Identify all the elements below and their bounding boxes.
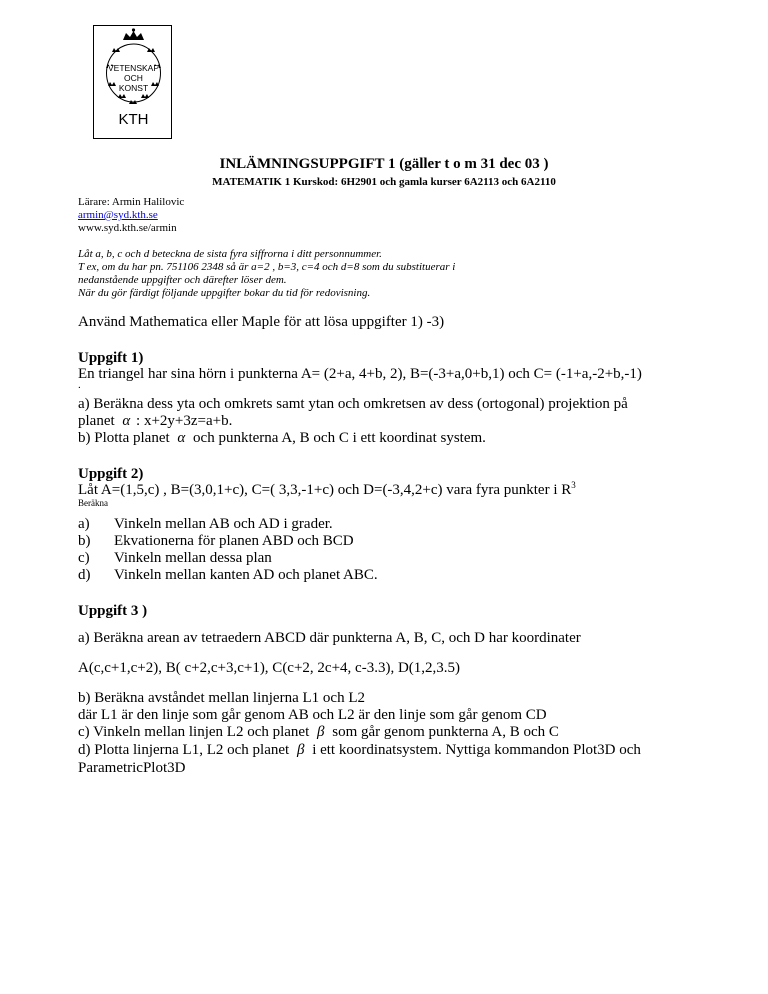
intro-line: T ex, om du har pn. 751106 2348 så är a=2 , b=3, c=4 och d=8 som du substituerar i xyxy=(78,261,456,273)
u3-line3: där L1 är den linje som går genom AB och L2 är den linje som går genom CD xyxy=(78,707,547,723)
u1-line4a: b) Plotta planet xyxy=(78,430,170,446)
teacher-name: Lärare: Armin Halilovic xyxy=(78,196,185,208)
list-text: Ekvationerna för planen ABD och BCD xyxy=(114,533,354,549)
u3-line4a: c) Vinkeln mellan linjen L2 och planet xyxy=(78,724,310,740)
u1-line3a: planet xyxy=(78,413,115,429)
page-title: INLÄMNINGSUPPGIFT 1 (gäller t o m 31 dec 03 ) xyxy=(219,156,549,172)
u3-line4b: som går genom punkterna A, B och C xyxy=(332,724,559,740)
teacher-email-link[interactable]: armin@syd.kth.se xyxy=(78,209,158,221)
list-item xyxy=(78,550,272,567)
u1-line3b: : x+2y+3z=a+b. xyxy=(136,413,233,429)
beta-symbol: β xyxy=(317,724,325,740)
list-text: Vinkeln mellan dessa plan xyxy=(114,550,272,566)
logo-line1: VETENSKAP xyxy=(107,63,160,73)
u2-sup: 3 xyxy=(571,480,576,490)
list-item xyxy=(78,516,333,533)
u2-small: Beräkna xyxy=(78,498,108,508)
u3-line1: a) Beräkna arean av tetraedern ABCD där punkterna A, B, C, och D har koordinater xyxy=(78,630,581,646)
list-label: b) xyxy=(78,533,91,549)
page-subtitle: MATEMATIK 1 Kurskod: 6H2901 och gamla kurser 6A2113 och 6A2110 xyxy=(212,176,556,188)
list-label: d) xyxy=(78,567,91,583)
intro-line: När du gör färdigt följande uppgifter bokar du tid för redovisning. xyxy=(78,287,371,299)
u3-heading: Uppgift 3 ) xyxy=(78,603,148,619)
u1-line1: En triangel har sina hörn i punkterna A= (2+a, 4+b, 2), B=(-3+a,0+b,1) och C= (-1+a,-2+b,-1) xyxy=(78,366,642,382)
list-label: c) xyxy=(78,550,90,566)
u3-coords: A(c,c+1,c+2), B( c+2,c+3,c+1), C(c+2, 2c+4, c-3.3), D(1,2,3.5) xyxy=(78,660,461,676)
list-text: Vinkeln mellan AB och AD i grader. xyxy=(114,516,333,532)
u2-line1: Låt A=(1,5,c) , B=(3,0,1+c), C=( 3,3,-1+c) och D=(-3,4,2+c) vara fyra punkter i R xyxy=(78,482,572,498)
beta-symbol: β xyxy=(296,742,305,758)
u3-line5a: d) Plotta linjerna L1, L2 och planet xyxy=(78,742,290,758)
u3-line6: ParametricPlot3D xyxy=(78,760,186,776)
alpha-symbol: α xyxy=(177,430,186,446)
u3-line5b: i ett koordinatsystem. Nyttiga kommandon Plot3D och xyxy=(312,742,641,758)
u1-heading: Uppgift 1) xyxy=(78,350,144,366)
intro-line: nedanstående uppgifter och därefter löser dem. xyxy=(78,274,287,286)
logo-name: KTH xyxy=(118,111,149,128)
logo-line3: KONST xyxy=(118,83,149,93)
list-label: a) xyxy=(78,516,90,532)
alpha-symbol: α xyxy=(122,413,131,429)
u2-heading: Uppgift 2) xyxy=(78,466,144,482)
u3-line2: b) Beräkna avståndet mellan linjerna L1 och L2 xyxy=(78,690,365,706)
u1-line2: a) Beräkna dess yta och omkrets samt ytan och omkretsen av dess (ortogonal) projektion på xyxy=(78,396,628,412)
u1-dot: . xyxy=(78,379,81,391)
logo-line2: OCH xyxy=(124,73,143,83)
list-item xyxy=(78,567,378,584)
list-item xyxy=(78,533,354,550)
kth-logo xyxy=(93,25,172,139)
u1-line4b: och punkterna A, B och C i ett koordinat system. xyxy=(193,430,486,446)
list-text: Vinkeln mellan kanten AD och planet ABC. xyxy=(114,567,378,583)
teacher-website: www.syd.kth.se/armin xyxy=(78,222,177,234)
intro-line: Låt a, b, c och d beteckna de sista fyra siffrorna i ditt personnummer. xyxy=(78,248,382,260)
instruction: Använd Mathematica eller Maple för att lösa uppgifter 1) -3) xyxy=(78,314,445,330)
